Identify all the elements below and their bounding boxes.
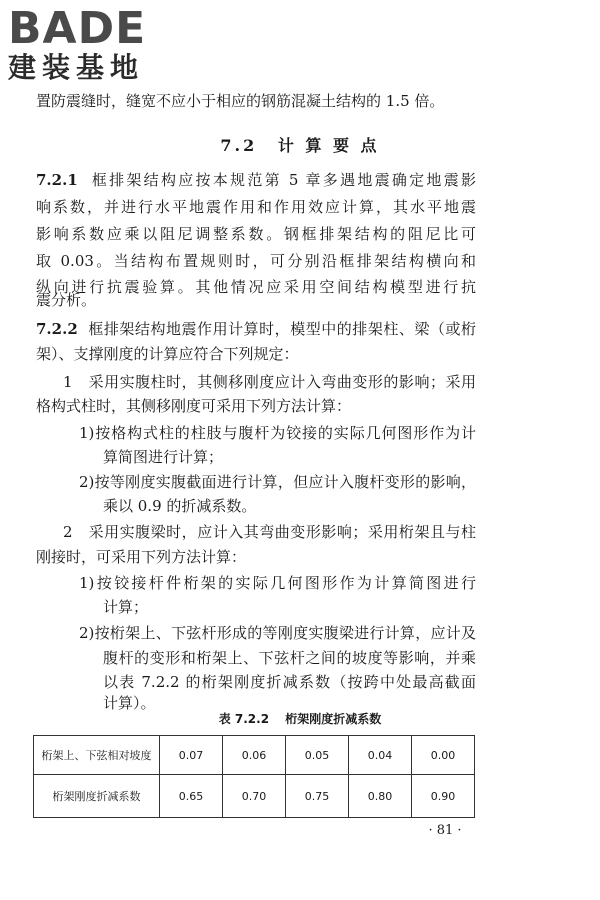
- item-1-line-2: 格构式柱时，其侧移刚度可采用下列方法计算：: [36, 397, 352, 415]
- table-cell: 0.07: [160, 736, 223, 775]
- item-2-line-1: 2 采用实腹梁时，应计入其弯曲变形影响；采用桁架且与柱: [63, 523, 476, 541]
- page-number: · 81 ·: [428, 823, 462, 838]
- section-number: 7.2: [220, 136, 258, 155]
- clause-721-line-3: 影响系数应乘以阻尼调整系数。钢框排架结构的阻尼比可: [36, 225, 476, 243]
- clause-721-line-2: 响系数，并进行水平地震作用和作用效应计算，其水平地震: [36, 198, 476, 216]
- item-1-sub-1-line-2: 算简图进行计算；: [103, 448, 224, 466]
- logo-text-en: BADE: [8, 3, 147, 54]
- clause-721-line-4: 取 0.03。当结构布置规则时，可分别沿框排架结构横向和: [36, 252, 476, 270]
- item-2-line-2: 刚接时，可采用下列方法计算：: [36, 548, 247, 566]
- table-cell: 0.75: [286, 775, 349, 818]
- clause-722-line-2: 架）、支撑刚度的计算应符合下列规定：: [36, 345, 299, 363]
- section-title: [0, 133, 600, 156]
- table-cell: 0.04: [349, 736, 412, 775]
- table-cell: 0.65: [160, 775, 223, 818]
- table-row: [34, 736, 475, 775]
- item-2-sub-1-line-2: 计算；: [103, 598, 149, 616]
- item-1-sub-2-line-1: 2)按等刚度实腹截面进行计算，但应计入腹杆变形的影响，: [79, 473, 476, 491]
- clause-722-number: 7.2.2: [36, 320, 78, 338]
- table-caption-number: 表 7.2.2: [218, 712, 270, 726]
- table-row: [34, 775, 475, 818]
- table-cell: 0.06: [223, 736, 286, 775]
- item-1-line-1: 1 采用实腹柱时，其侧移刚度应计入弯曲变形的影响；采用: [63, 373, 476, 391]
- item-1-sub-2-line-2: 乘以 0.9 的折减系数。: [103, 497, 257, 515]
- table-cell: 0.90: [412, 775, 475, 818]
- clause-721-line-5: 纵向进行抗震验算。其他情况应采用空间结构模型进行抗: [36, 278, 476, 296]
- intro-line: 置防震缝时，缝宽不应小于相应的钢筋混凝土结构的 1.5 倍。: [36, 92, 445, 110]
- item-2-sub-2-line-1: 2)按桁架上、下弦杆形成的等刚度实腹梁进行计算，应计及: [79, 624, 476, 642]
- item-2-sub-2-line-4: 计算）。: [103, 694, 156, 712]
- table-cell: 0.05: [286, 736, 349, 775]
- table-cell: 0.00: [412, 736, 475, 775]
- section-heading: 计 算 要 点: [277, 136, 380, 155]
- table-cell: 0.80: [349, 775, 412, 818]
- item-2-sub-1-line-1: 1)按铰接杆件桁架的实际几何图形作为计算简图进行: [79, 574, 476, 592]
- table-cell: 0.70: [223, 775, 286, 818]
- clause-721-number: 7.2.1: [36, 171, 78, 189]
- clause-721-line-1: 7.2.1 框排架结构应按本规范第 5 章多遇地震确定地震影: [36, 171, 476, 189]
- table-row-label: 桁架上、下弦相对坡度: [34, 736, 160, 775]
- brand-logo: [8, 3, 178, 84]
- item-2-sub-2-line-2: 腹杆的变形和桁架上、下弦杆之间的坡度等影响，并乘: [103, 649, 476, 667]
- clause-722-line-1: 7.2.2 框排架结构地震作用计算时，模型中的排架柱、梁（或桁: [36, 320, 476, 338]
- table-row-label: 桁架刚度折减系数: [34, 775, 160, 818]
- clause-721-line-6: 震分析。: [36, 291, 97, 309]
- table-caption: [0, 710, 600, 727]
- item-2-sub-2-line-3: 以表 7.2.2 的桁架刚度折减系数（按跨中处最高截面: [103, 673, 476, 691]
- reduction-factor-table: [33, 735, 475, 818]
- logo-text-cn: 建装基地: [8, 51, 145, 84]
- item-1-sub-1-line-1: 1)按格构式柱的柱肢与腹杆为铰接的实际几何图形作为计: [79, 424, 476, 442]
- table-caption-title: 桁架刚度折减系数: [285, 712, 382, 726]
